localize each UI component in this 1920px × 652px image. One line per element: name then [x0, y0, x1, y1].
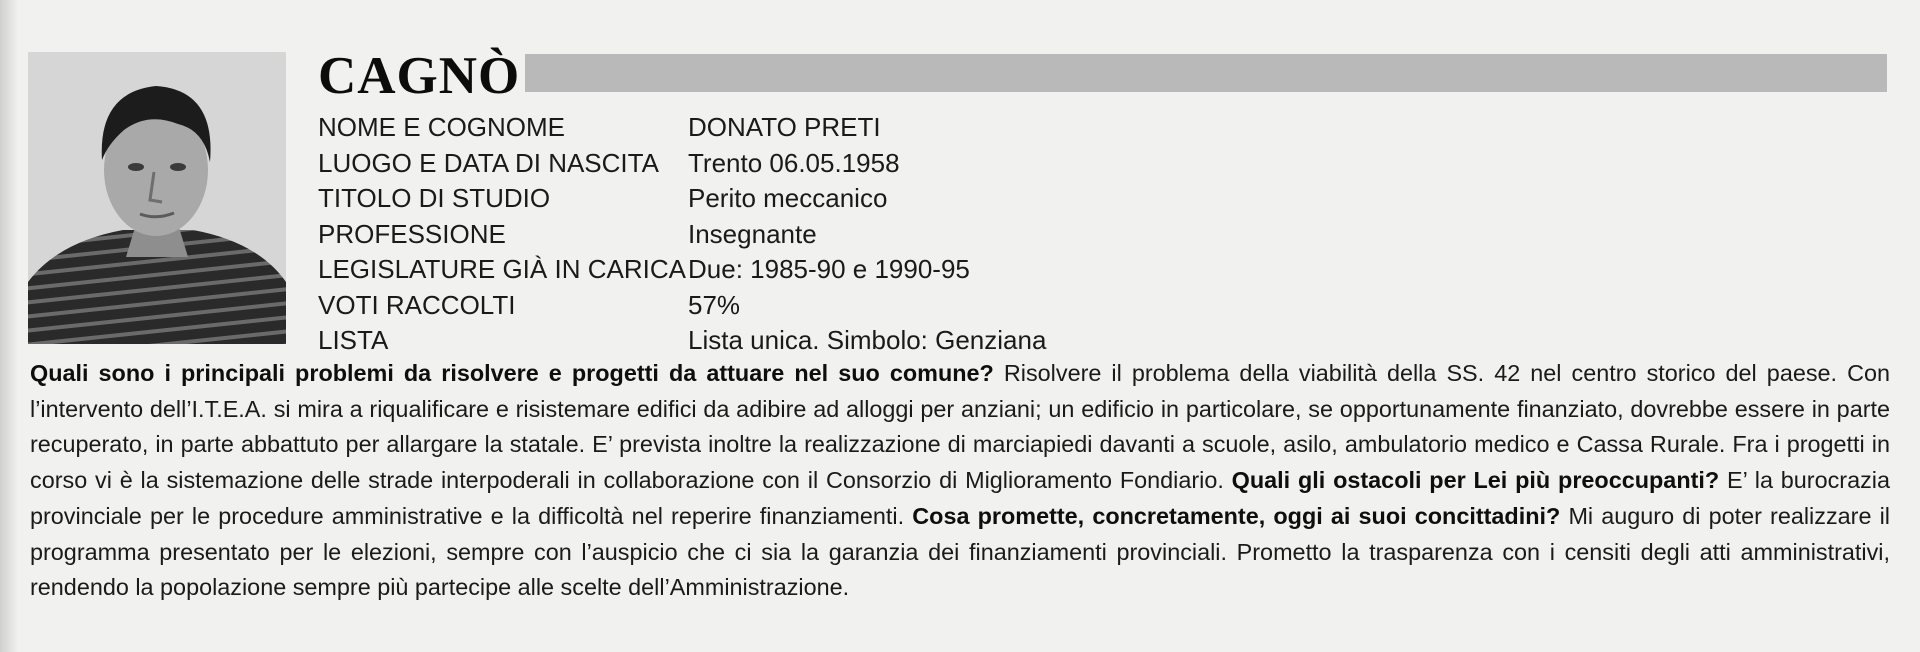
fact-label: LISTA [318, 325, 389, 355]
question-promises: Cosa promette, concretamente, oggi ai suoi concittadini? [912, 502, 1561, 529]
fact-value: Due: 1985-90 e 1990-95 [688, 254, 970, 284]
fact-label: LEGISLATURE GIÀ IN CARICA [318, 254, 686, 284]
fact-value: Trento 06.05.1958 [688, 147, 900, 178]
fact-row [318, 181, 1046, 217]
fact-row [318, 110, 1046, 146]
fact-label: TITOLO DI STUDIO [318, 183, 551, 213]
answer-obstacles: E’ la burocrazia provinciale per le procedure amministrative e la difficoltà nel reperire finanziamenti. [30, 467, 1890, 529]
answer-promises: Mi auguro di poter realizzare il programma presentato per le elezioni, sempre con l’auspicio che ci sia la garanzia dei finanziamenti provinciali. Prometto la trasparenza con i censiti degli atti amministrativi, rendendo la popolazione sempre più partecipe alle scelte dell’Amministrazione. [30, 502, 1890, 601]
fact-label: LUOGO E DATA DI NASCITA [318, 147, 659, 178]
question-obstacles: Quali gli ostacoli per Lei più preoccupanti? [1231, 467, 1720, 494]
interview-text [30, 356, 1890, 606]
fact-row [318, 146, 1046, 182]
fact-label: VOTI RACCOLTI [318, 289, 516, 320]
fact-row [318, 252, 1046, 288]
fact-value: DONATO PRETI [688, 112, 881, 142]
fact-label: PROFESSIONE [318, 218, 506, 249]
personal-info-list [318, 110, 1046, 359]
fact-value: 57% [688, 289, 741, 320]
fact-value: Perito meccanico [688, 183, 888, 213]
page-title: CAGNÒ [318, 47, 521, 105]
question-main-problems: Quali sono i principali problemi da risolvere e progetti da attuare nel suo comune? [30, 360, 994, 386]
answer-main-problems: Risolvere il problema della viabilità della SS. 42 nel centro storico del paese. Con l’intervento dell’I.T.E.A. si mira a riqualificare e risistemare edifici da adibire ad alloggi per anziani; un edificio in particolare, se opportunamente finanziato, dovrebbe essere in parte recuperato, in parte abbattuto per allargare la statale. E’ prevista inoltre la realizzazione di marciapiedi davanti a scuole, asilo, ambulatorio medico e Cassa Rurale. Fra i progetti in corso vi è la sistemazione delle strade interpoderali in collaborazione con il Consorzio di Miglioramento Fondiario. [30, 360, 1890, 494]
fact-row [318, 288, 1046, 324]
page-edge-shadow [0, 0, 18, 652]
fact-value: Lista unica. Simbolo: Genziana [688, 325, 1047, 355]
title-rule [525, 54, 1887, 92]
fact-row [318, 323, 1046, 359]
fact-label: NOME E COGNOME [318, 112, 566, 142]
fact-row [318, 217, 1046, 253]
fact-value: Insegnante [688, 218, 817, 249]
portrait-photo [28, 52, 286, 344]
